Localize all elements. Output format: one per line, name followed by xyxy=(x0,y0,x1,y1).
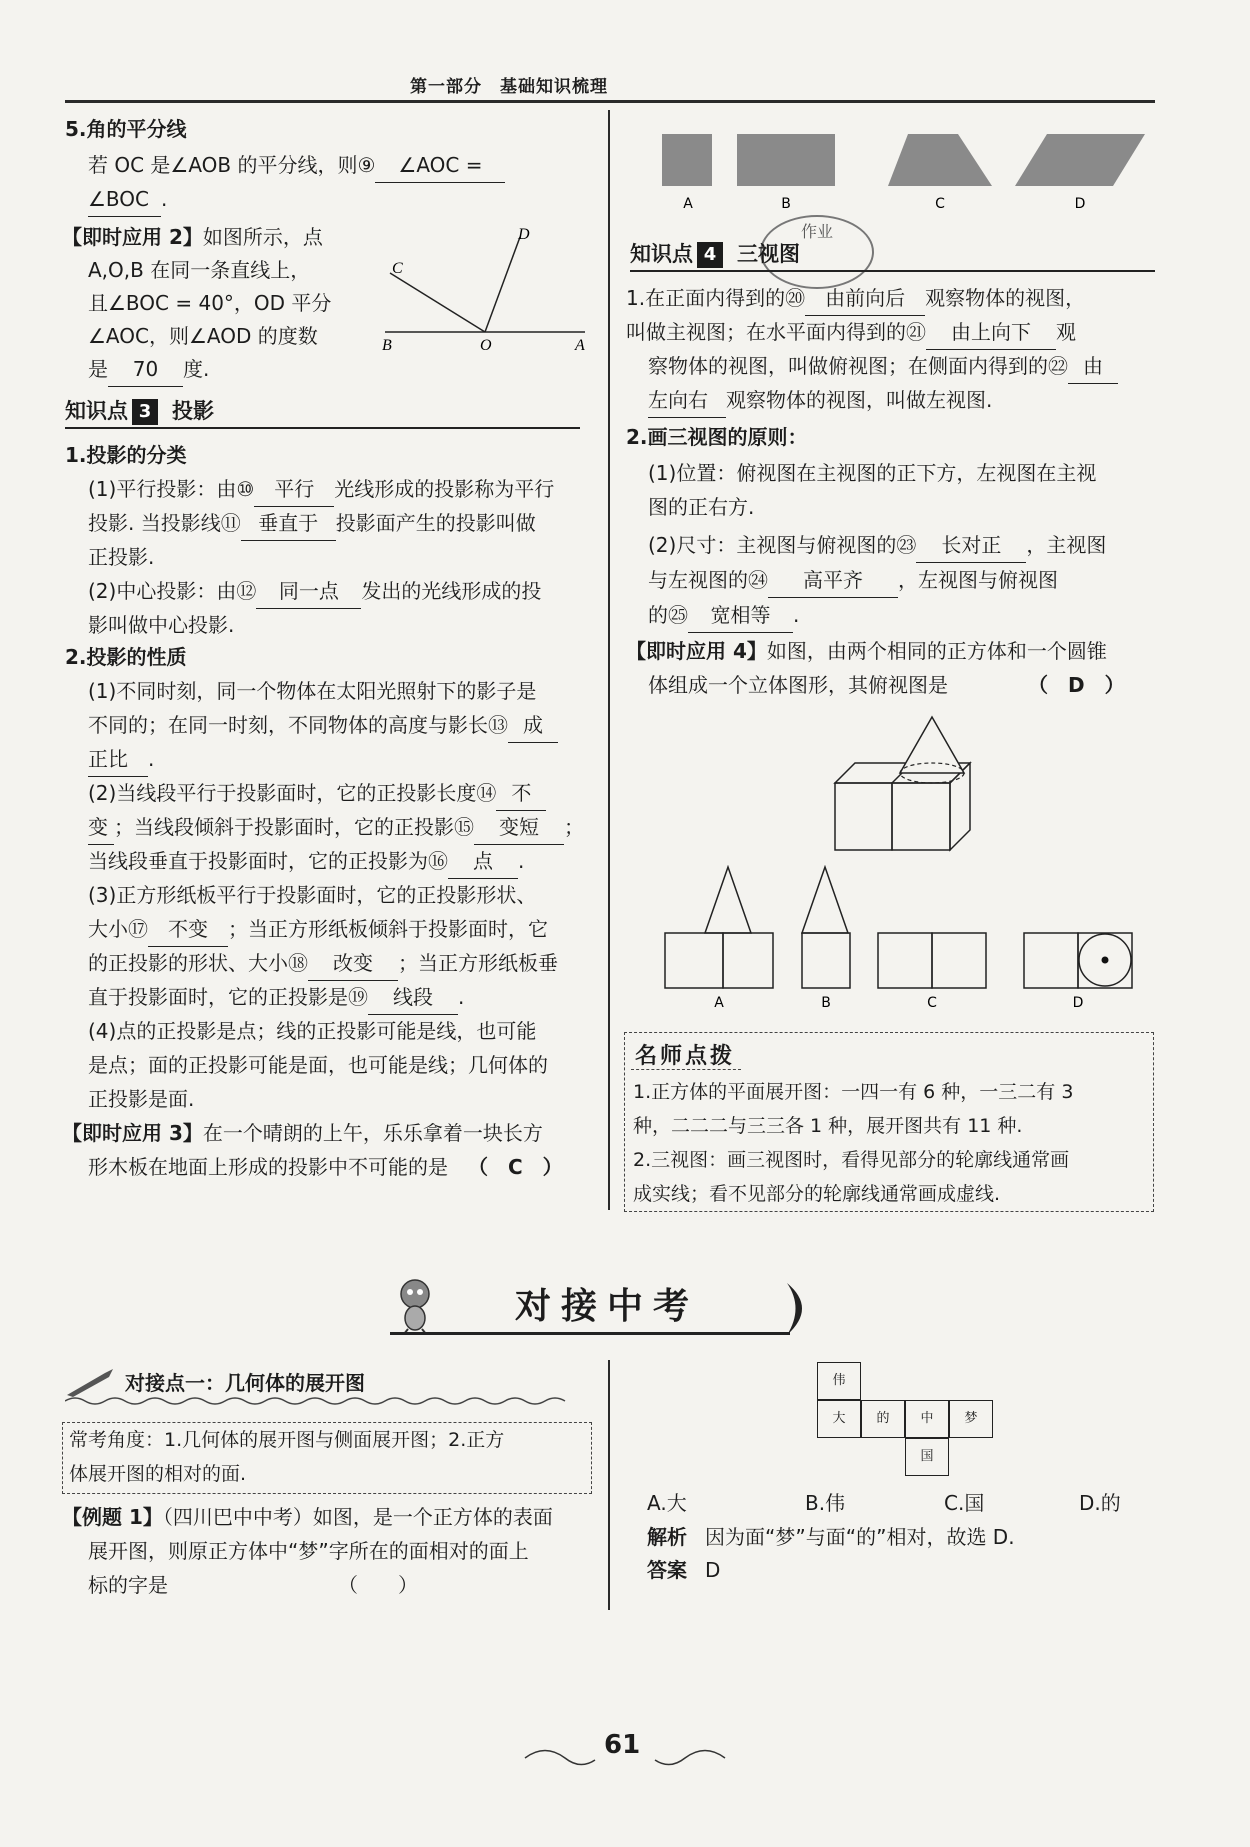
shape-a xyxy=(662,134,712,186)
net-cell-da: 大 xyxy=(817,1400,861,1438)
page-footer xyxy=(520,1728,730,1778)
example-line-a: 【例题 1】（四川巴中中考）如图，是一个正方体的表面 xyxy=(62,1505,553,1529)
cone xyxy=(900,717,964,773)
net-cell-meng: 梦 xyxy=(949,1400,993,1438)
answer-21: 由上向下 xyxy=(926,315,1056,350)
t2-line-d: 与左视图的㉔ 高平齐 ，左视图与俯视图 xyxy=(648,563,1058,598)
t2-line-a: (1)位置：俯视图在主视图的正下方，左视图在主视 xyxy=(648,461,1097,485)
answer-12: 同一点 xyxy=(256,574,361,609)
option-b: B.伟 xyxy=(805,1491,846,1515)
shape-label-c: C xyxy=(935,196,945,212)
answer-9b: ∠BOC xyxy=(88,182,161,217)
tips-box xyxy=(624,1032,1154,1212)
t1-line-b: 叫做主视图；在水平面内得到的㉑ 由上向下 观 xyxy=(626,315,1076,350)
column-divider-bottom xyxy=(608,1360,610,1610)
s5-title: 5.角的平分线 xyxy=(65,117,187,141)
analysis-line: 解析 因为面“梦”与面“的”相对，故选 D. xyxy=(647,1525,1015,1549)
p2-line-b: 不同的；在同一时刻，不同物体的高度与影长⑬ 成 xyxy=(88,708,558,743)
projection-shapes xyxy=(655,128,1155,213)
shape-b xyxy=(737,134,835,186)
t1-line-c: 察物体的视图，叫做俯视图；在侧面内得到的㉒ 由 xyxy=(648,349,1118,384)
kp3-heading: 知识点 3 投影 xyxy=(65,393,580,429)
answer-app3: （ C ） xyxy=(468,1155,563,1179)
example-paren: （ ） xyxy=(338,1573,418,1597)
opt-b-cone xyxy=(802,867,848,933)
p2-line-j: 直于投影面时，它的正投影是⑲ 线段 . xyxy=(88,980,464,1015)
header-title: 第一部分 基础知识梳理 xyxy=(410,77,608,97)
answer-15: 变短 xyxy=(474,810,564,845)
t2-line-c: (2)尺寸：主视图与俯视图的㉓ 长对正 ，主视图 xyxy=(648,528,1106,563)
app2-line5: 是 70 度. xyxy=(88,352,209,387)
opt-c-left xyxy=(878,933,932,988)
p2-line-g: (3)正方形纸板平行于投影面时，它的正投影形状、 xyxy=(88,883,537,907)
example-line-b: 展开图，则原正方体中“梦”字所在的面相对的面上 xyxy=(88,1539,529,1563)
section-title: 对接中考 xyxy=(515,1285,700,1327)
tips-2a: 2.三视图：画三视图时，看得见部分的轮廓线通常画 xyxy=(633,1149,1070,1171)
cube-right-side xyxy=(950,763,970,850)
p1-line-d: (2)中心投影：由⑫ 同一点 发出的光线形成的投 xyxy=(88,574,541,609)
cube-right-front xyxy=(892,783,950,850)
opt-label-d: D xyxy=(1072,995,1084,1011)
app4-line1: 【即时应用 4】如图，由两个相同的正方体和一个圆锥 xyxy=(626,639,1107,663)
p2-line-i: 的正投影的形状、大小⑱ 改变 ；当正方形纸板垂 xyxy=(88,946,558,981)
tips-2b: 成实线；看不见部分的轮廓线通常画成虚线. xyxy=(633,1183,1001,1205)
opt-d-left xyxy=(1024,933,1078,988)
t1-line-a: 1.在正面内得到的⑳ 由前向后 观察物体的视图， xyxy=(626,281,1085,316)
angle-line-a: 常考角度：1.几何体的展开图与侧面展开图；2.正方 xyxy=(69,1429,505,1451)
angle-figure xyxy=(370,225,600,355)
section-banner xyxy=(390,1270,830,1340)
solid-figure xyxy=(830,715,990,855)
answer-line: 答案 D xyxy=(647,1558,721,1582)
app2-line1: 【即时应用 2】如图所示，点 xyxy=(62,225,323,249)
answer-13b: 正比 xyxy=(88,742,148,777)
opt-label-b: B xyxy=(821,995,831,1011)
p1-line-c: 正投影. xyxy=(88,545,155,569)
p2-line-f: 当线段垂直于投影面时，它的正投影为⑯ 点 . xyxy=(88,844,524,879)
p2-line-d: (2)当线段平行于投影面时，它的正投影长度⑭ 不 xyxy=(88,776,546,811)
app4-line2: 体组成一个立体图形，其俯视图是 （ D ） xyxy=(648,673,1125,697)
p2-line-h: 大小⑰ 不变 ；当正方形纸板倾斜于投影面时，它 xyxy=(88,912,548,947)
label-a: A xyxy=(575,337,585,354)
p2-line-m: 正投影是面. xyxy=(88,1087,195,1111)
option-d: D.的 xyxy=(1079,1491,1121,1515)
p1-line-b: 投影. 当投影线⑪ 垂直于 投影面产生的投影叫做 xyxy=(88,506,536,541)
analysis-label: 解析 xyxy=(647,1525,687,1549)
label-b: B xyxy=(382,337,392,354)
answer-22b: 左向右 xyxy=(648,383,726,418)
page-header xyxy=(0,60,1250,100)
answer-13a: 成 xyxy=(508,708,558,743)
t2-line-b: 图的正右方. xyxy=(648,495,755,519)
t2-title: 2.画三视图的原则： xyxy=(626,425,808,449)
label-d: D xyxy=(518,226,530,243)
angle-box xyxy=(62,1422,592,1494)
p2-line-l: 是点；面的正投影可能是面，也可能是线；几何体的 xyxy=(88,1053,548,1077)
column-divider xyxy=(608,110,610,1210)
cube-left-front xyxy=(835,783,892,850)
shape-label-d: D xyxy=(1074,196,1086,212)
answer-app2: 70 xyxy=(108,352,183,387)
shape-label-a: A xyxy=(683,196,693,212)
label-o: O xyxy=(480,337,492,354)
mascot-icon xyxy=(390,1274,440,1334)
opt-a-right xyxy=(723,933,773,988)
option-c: C.国 xyxy=(944,1491,985,1515)
header-rule xyxy=(65,100,1155,103)
net-cell-wei: 伟 xyxy=(817,1362,861,1400)
shape-label-b: B xyxy=(781,196,791,212)
view-options xyxy=(660,865,1140,1015)
answer-16: 点 xyxy=(448,844,518,879)
banner-swoosh-icon xyxy=(782,1278,822,1338)
ray-od xyxy=(485,237,520,332)
app2-line2: A,O,B 在同一条直线上， xyxy=(88,258,311,282)
answer-10: 平行 xyxy=(254,472,334,507)
answer-9a: ∠AOC = xyxy=(375,148,505,183)
opt-c-right xyxy=(932,933,986,988)
angle-line-b: 体展开图的相对的面. xyxy=(69,1463,247,1485)
answer-19: 线段 xyxy=(368,980,458,1015)
answer-23: 长对正 xyxy=(916,528,1026,563)
app2-line4: ∠AOC，则∠AOD 的度数 xyxy=(88,324,318,348)
opt-a-cone xyxy=(705,867,751,933)
opt-b-square xyxy=(802,933,850,988)
pen-icon xyxy=(65,1367,115,1397)
point1-heading xyxy=(65,1363,575,1403)
option-a: A.大 xyxy=(647,1491,687,1515)
answer-22a: 由 xyxy=(1068,349,1118,384)
answer-11: 垂直于 xyxy=(241,506,336,541)
t1-line-d: 左向右 观察物体的视图，叫做左视图. xyxy=(648,383,992,418)
shape-d xyxy=(1015,134,1145,186)
tips-title: 名师点拨 xyxy=(635,1044,736,1069)
p1-title: 1.投影的分类 xyxy=(65,443,187,467)
point1-title: 对接点一：几何体的展开图 xyxy=(125,1371,365,1395)
answer-20: 由前向后 xyxy=(805,281,925,316)
opt-d-dot xyxy=(1102,957,1109,964)
p2-line-c: 正比 . xyxy=(88,742,154,777)
ray-oc xyxy=(390,273,485,332)
net-cell-de: 的 xyxy=(861,1400,905,1438)
example-line-c: 标的字是 （ ） xyxy=(88,1573,418,1597)
cube-net xyxy=(817,1362,987,1482)
net-cell-guo: 国 xyxy=(905,1438,949,1476)
page-number: 61 xyxy=(604,1730,641,1760)
shape-c xyxy=(888,134,992,186)
kp3-number: 3 xyxy=(132,399,158,425)
t2-line-e: 的㉕ 宽相等 . xyxy=(648,598,799,633)
p1-line-a: (1)平行投影：由⑩ 平行 光线形成的投影称为平行 xyxy=(88,472,554,507)
app3-line2: 形木板在地面上形成的投影中不可能的是 （ C ） xyxy=(88,1155,563,1179)
app2-line3: 且∠BOC = 40°，OD 平分 xyxy=(88,291,332,315)
p2-line-e: 变 ；当线段倾斜于投影面时，它的正投影⑮ 变短 ； xyxy=(88,810,584,845)
opt-label-a: A xyxy=(714,995,724,1011)
answer-24: 高平齐 xyxy=(768,563,898,598)
opt-label-c: C xyxy=(927,995,937,1011)
p1-line-e: 影叫做中心投影. xyxy=(88,613,235,637)
opt-a-left xyxy=(665,933,723,988)
answer-label: 答案 xyxy=(647,1558,687,1582)
s5-line1: 若 OC 是∠AOB 的平分线，则⑨ ∠AOC = xyxy=(88,148,505,183)
p2-title: 2.投影的性质 xyxy=(65,645,187,669)
answer-17: 不变 xyxy=(148,912,228,947)
kp4-heading: 知识点 4 三视图 xyxy=(630,236,1155,272)
answer-18: 改变 xyxy=(308,946,398,981)
answer-app4: （ D ） xyxy=(1028,673,1125,697)
tips-1a: 1.正方体的平面展开图：一四一有 6 种，一三二有 3 xyxy=(633,1081,1074,1103)
tips-1b: 种，二二二与三三各 1 种，展开图共有 11 种. xyxy=(633,1115,1023,1137)
answer-25: 宽相等 xyxy=(688,598,793,633)
label-c: C xyxy=(392,260,403,277)
stamp-seal: 作业 xyxy=(760,215,874,289)
p2-line-a: (1)不同时刻，同一个物体在太阳光照射下的影子是 xyxy=(88,679,537,703)
s5-line2: ∠BOC . xyxy=(88,182,167,217)
answer-14a: 不 xyxy=(496,776,546,811)
app3-line1: 【即时应用 3】在一个晴朗的上午，乐乐拿着一块长方 xyxy=(62,1121,543,1145)
kp4-number: 4 xyxy=(697,242,723,268)
answer-14b: 变 xyxy=(88,810,114,845)
p2-line-k: (4)点的正投影是点；线的正投影可能是线，也可能 xyxy=(88,1019,537,1043)
net-cell-zhong: 中 xyxy=(905,1400,949,1438)
